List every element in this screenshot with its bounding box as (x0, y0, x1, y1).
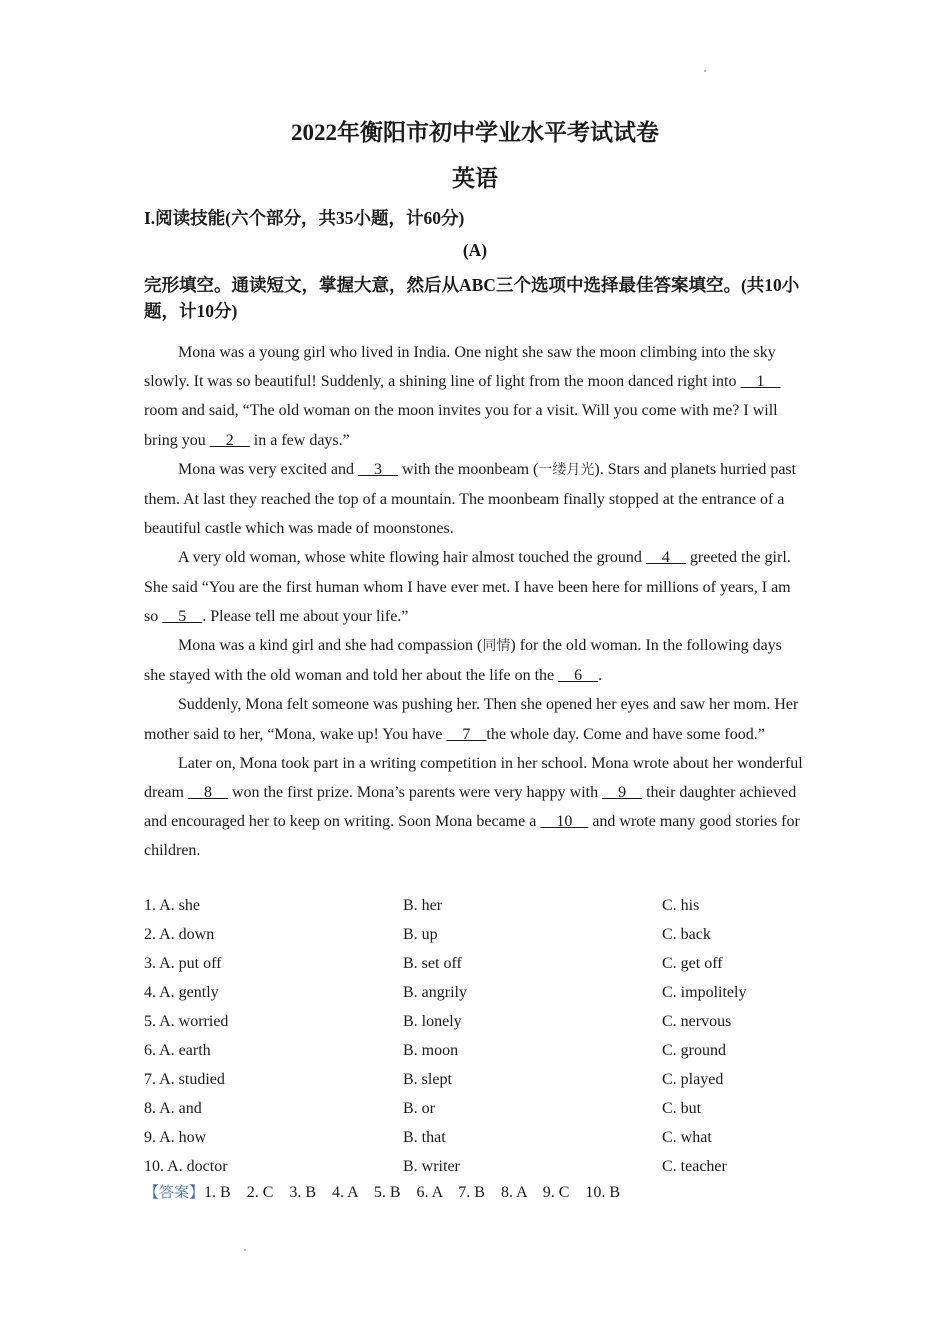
text-run: and wrote many good stories for children. (144, 813, 800, 860)
paragraph (144, 749, 806, 866)
paragraph (144, 543, 806, 631)
option-c: C. impolitely (662, 984, 747, 1001)
paragraph (144, 631, 806, 690)
blank-3: 3 (357, 460, 398, 478)
option-row (144, 949, 806, 978)
option-row (144, 891, 806, 920)
option-c: C. his (662, 897, 700, 914)
section-heading: I.阅读技能(六个部分，共35小题，计60分) (144, 208, 465, 228)
blank-5: 5 (162, 607, 203, 625)
option-a: 10. A. doctor (144, 1158, 228, 1175)
option-row (144, 1094, 806, 1123)
text-run: Suddenly, Mona felt someone was pushing her. Then she opened her eyes and saw her mom. Her mother said to her, “Mona, wake up! You have (144, 696, 799, 743)
option-row (144, 1007, 806, 1036)
blank-1: 1 (740, 373, 781, 391)
paragraph (144, 338, 806, 455)
blank-2: 2 (209, 431, 250, 449)
option-a: 5. A. worried (144, 1013, 229, 1030)
text-run: won the first prize. Mona’s parents were very happy with (227, 784, 603, 802)
option-b: B. angrily (403, 984, 467, 1001)
option-b: B. writer (403, 1158, 460, 1175)
instruction-text: 完形填空。通读短文，掌握大意，然后从ABC三个选项中选择最佳答案填空。(共10小题，计10分) (144, 275, 800, 321)
option-b: B. slept (403, 1071, 452, 1088)
text-run: the whole day. Come and have some food.” (486, 725, 765, 743)
speck-mark (704, 70, 706, 72)
text-run: ). Stars and planets hurried past them. At last they reached the top of a mountain. The moonbeam finally stopped at the entrance of a beautiful castle which was made of moonstones. (144, 460, 797, 538)
option-row (144, 978, 806, 1007)
text-run: ) for the old woman. In the following days she stayed with the old woman and told her about the life on the (144, 637, 782, 685)
blank-10: 10 (540, 813, 589, 831)
subject-title: 英语 (452, 166, 498, 191)
blank-7: 7 (446, 725, 487, 743)
part-heading: (A) (462, 240, 488, 260)
speck-mark (244, 1249, 246, 1251)
option-b: B. that (403, 1129, 446, 1146)
option-a: 2. A. down (144, 926, 215, 943)
option-a: 3. A. put off (144, 955, 222, 972)
blank-4: 4 (645, 549, 686, 567)
answer-label: 【答案】 (144, 1183, 205, 1201)
option-row (144, 1152, 806, 1181)
option-c: C. get off (662, 955, 723, 972)
text-run: Mona was a kind girl and she had compassion ( (178, 637, 483, 655)
paragraph (144, 690, 806, 748)
option-row (144, 1123, 806, 1152)
cloze-passage (144, 338, 806, 866)
option-b: B. up (403, 926, 438, 943)
text-run: their daughter achieved and encouraged her to keep on writing. Soon Mona became a (144, 784, 797, 831)
option-row (144, 1065, 806, 1094)
exam-title: 2022年衡阳市初中学业水平考试试卷 (291, 120, 659, 145)
option-c: C. teacher (662, 1158, 727, 1175)
chinese-gloss: 同情 (482, 638, 511, 655)
text-run: . (598, 667, 603, 685)
option-c: C. what (662, 1129, 712, 1146)
text-run: room and said, “The old woman on the moon invites you for a visit. Will you come with me? I will bring you (144, 402, 778, 449)
option-a: 4. A. gently (144, 984, 219, 1001)
options-list (144, 891, 806, 1181)
text-run: in a few days.” (249, 431, 350, 449)
text-run: Mona was very excited and (178, 460, 358, 478)
blank-8: 8 (187, 784, 228, 802)
option-b: B. her (403, 897, 443, 914)
option-a: 1. A. she (144, 897, 200, 914)
option-row (144, 920, 806, 949)
paragraph (144, 455, 806, 544)
option-a: 7. A. studied (144, 1071, 225, 1088)
answer-text: 1. B 2. C 3. B 4. A 5. B 6. A 7. B 8. A 9. C 10. B (204, 1184, 621, 1201)
blank-6: 6 (558, 667, 599, 685)
option-b: B. moon (403, 1042, 459, 1059)
option-row (144, 1036, 806, 1065)
option-a: 9. A. how (144, 1129, 207, 1146)
option-b: B. set off (403, 955, 462, 972)
option-c: C. back (662, 926, 711, 943)
text-run: greeted the girl. She said “You are the first human whom I have ever met. I have been here for millions of years, I am so (144, 549, 791, 625)
chinese-gloss: 一缕月光 (538, 461, 595, 478)
option-b: B. lonely (403, 1013, 462, 1030)
blank-9: 9 (602, 784, 643, 802)
option-a: 8. A. and (144, 1100, 202, 1117)
text-run: Mona was a young girl who lived in India. One night she saw the moon climbing into the sky slowly. It was so beautiful! Suddenly, a shining line of light from the moon danced right into (144, 344, 776, 391)
option-b: B. or (403, 1100, 435, 1117)
option-c: C. played (662, 1071, 724, 1088)
option-c: C. ground (662, 1042, 726, 1059)
answer-key (144, 1181, 620, 1202)
option-a: 6. A. earth (144, 1042, 211, 1059)
text-run: A very old woman, whose white flowing hair almost touched the ground (178, 549, 646, 567)
option-c: C. but (662, 1100, 702, 1117)
text-run: with the moonbeam ( (397, 460, 539, 478)
text-run: Later on, Mona took part in a writing competition in her school. Mona wrote about her wonderful dream (144, 754, 803, 802)
option-c: C. nervous (662, 1013, 732, 1030)
text-run: . Please tell me about your life.” (202, 607, 409, 625)
